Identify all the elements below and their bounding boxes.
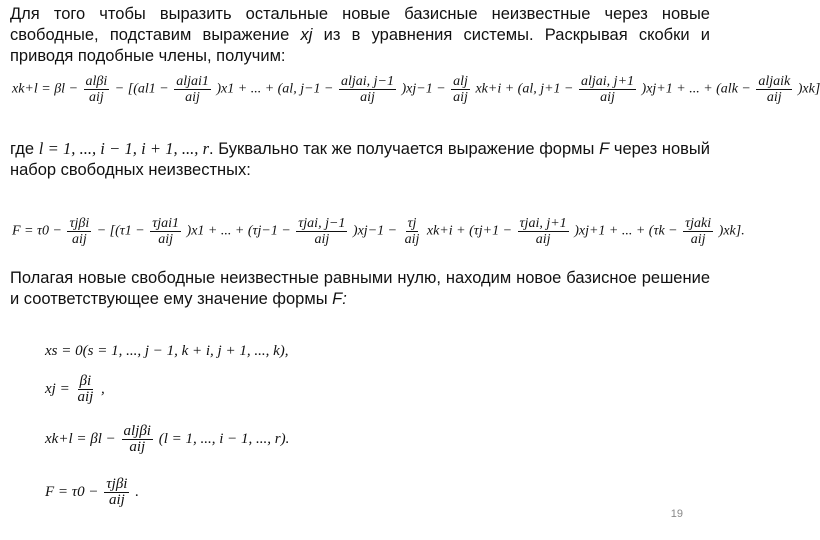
formula-2-term-2: )x1 + ... + (τj−1 − (186, 223, 291, 239)
formula-basic-variables (12, 74, 820, 105)
equation-other-basic-frac: $\frac{\text{aljβi}}{\text{aij}}$ (123, 423, 151, 455)
var-f-solution: F: (332, 290, 347, 308)
paragraph-form-tail: через новый набор свободных неизвестных: (10, 140, 711, 179)
formula-1-term-1: − [(al1 − (114, 81, 169, 97)
equation-other-basic (45, 424, 289, 455)
paragraph-solution-text: Полагая новые свободные неизвестные равными нулю, находим новое базисное решение и соответствующее ему значение формы (10, 269, 710, 308)
equation-form-value (45, 477, 139, 508)
formula-1-frac-1: $\frac{\text{alβi}}{\text{aij}}$ (85, 74, 108, 105)
formula-2-term-6: )xk]. (718, 223, 745, 239)
equation-free-zero-text: xs = 0(s = 1, ..., j − 1, k + i, j + 1, ..., k), (45, 343, 289, 359)
formula-1-frac-6: $\frac{\text{aljaik}}{\text{aij}}$ (758, 74, 791, 105)
equation-form-value-tail: . (135, 483, 139, 500)
formula-1-frac-5: $\frac{\text{aljai, j+1}}{\text{aij}}$ (581, 74, 635, 105)
page-number: 19 (670, 508, 683, 520)
equation-new-basic-lhs: xj = (45, 380, 70, 397)
formula-1-term-6: )xk] (797, 81, 820, 97)
var-f: F (599, 140, 610, 158)
equation-other-basic-lhs: xk+l = βl − (45, 430, 116, 447)
formula-2-term-4: xk+i + (τj+1 − (426, 223, 513, 239)
equation-other-basic-tail: (l = 1, ..., i − 1, ..., r). (158, 430, 290, 447)
formula-2-lhs: F = τ0 − (12, 223, 62, 239)
paragraph-form-text: . Буквально так же получается выражение формы (209, 140, 595, 158)
equation-form-value-frac: $\frac{\text{τjβi}}{\text{aij}}$ (106, 476, 128, 508)
formula-2-term-1: − [(τ1 − (96, 223, 145, 239)
formula-1-term-2: )x1 + ... + (al, j−1 − (216, 81, 334, 97)
var-xj: xj (300, 26, 313, 44)
formula-1-frac-4: $\frac{\text{alj}}{\text{aij}}$ (453, 74, 468, 105)
formula-2-frac-5: $\frac{\text{τjai, j+1}}{\text{aij}}$ (519, 216, 567, 247)
formula-objective (12, 216, 745, 247)
equation-new-basic-frac: $\frac{\beta i}{\text{aij}}$ (77, 373, 94, 405)
where-label: где (10, 140, 35, 158)
formula-2-frac-2: $\frac{\text{τjai1}}{\text{aij}}$ (152, 216, 180, 247)
formula-1-term-4: xk+i + (al, j+1 − (475, 81, 574, 97)
equation-new-basic-tail: , (101, 380, 105, 397)
formula-1-lhs: xk+l = βl − (12, 81, 79, 97)
paragraph-solution (10, 268, 710, 310)
paragraph-intro (10, 4, 710, 67)
formula-2-term-5: )xj+1 + ... + (τk − (574, 223, 678, 239)
equation-new-basic (45, 374, 105, 405)
formula-1-term-3: )xj−1 − (401, 81, 446, 97)
equation-form-value-lhs: F = τ0 − (45, 483, 99, 500)
equation-free-zero (45, 343, 289, 360)
formula-2-frac-6: $\frac{\text{τjaki}}{\text{aij}}$ (685, 216, 712, 247)
formula-2-frac-3: $\frac{\text{τjai, j−1}}{\text{aij}}$ (298, 216, 346, 247)
formula-1-frac-2: $\frac{\text{aljai1}}{\text{aij}}$ (176, 74, 209, 105)
paragraph-where (10, 138, 710, 181)
paragraph-intro-text: Для того чтобы выразить остальные новые базисные неизвестные через новые свободные, подставим выражение (10, 5, 710, 44)
formula-2-frac-4: $\frac{\tau j}{\text{aij}}$ (404, 216, 420, 247)
paragraph-intro-tail: из в уравнения системы. Раскрывая скобки и приводя подобные члены, получим: (10, 26, 710, 65)
formula-1-frac-3: $\frac{\text{aljai, j−1}}{\text{aij}}$ (340, 74, 394, 105)
formula-2-frac-1: $\frac{\text{τjβi}}{\text{aij}}$ (69, 216, 90, 247)
formula-1-term-5: )xj+1 + ... + (alk − (641, 81, 751, 97)
where-condition: l = 1, ..., i − 1, i + 1, ..., r (38, 139, 210, 158)
formula-2-term-3: )xj−1 − (352, 223, 398, 239)
